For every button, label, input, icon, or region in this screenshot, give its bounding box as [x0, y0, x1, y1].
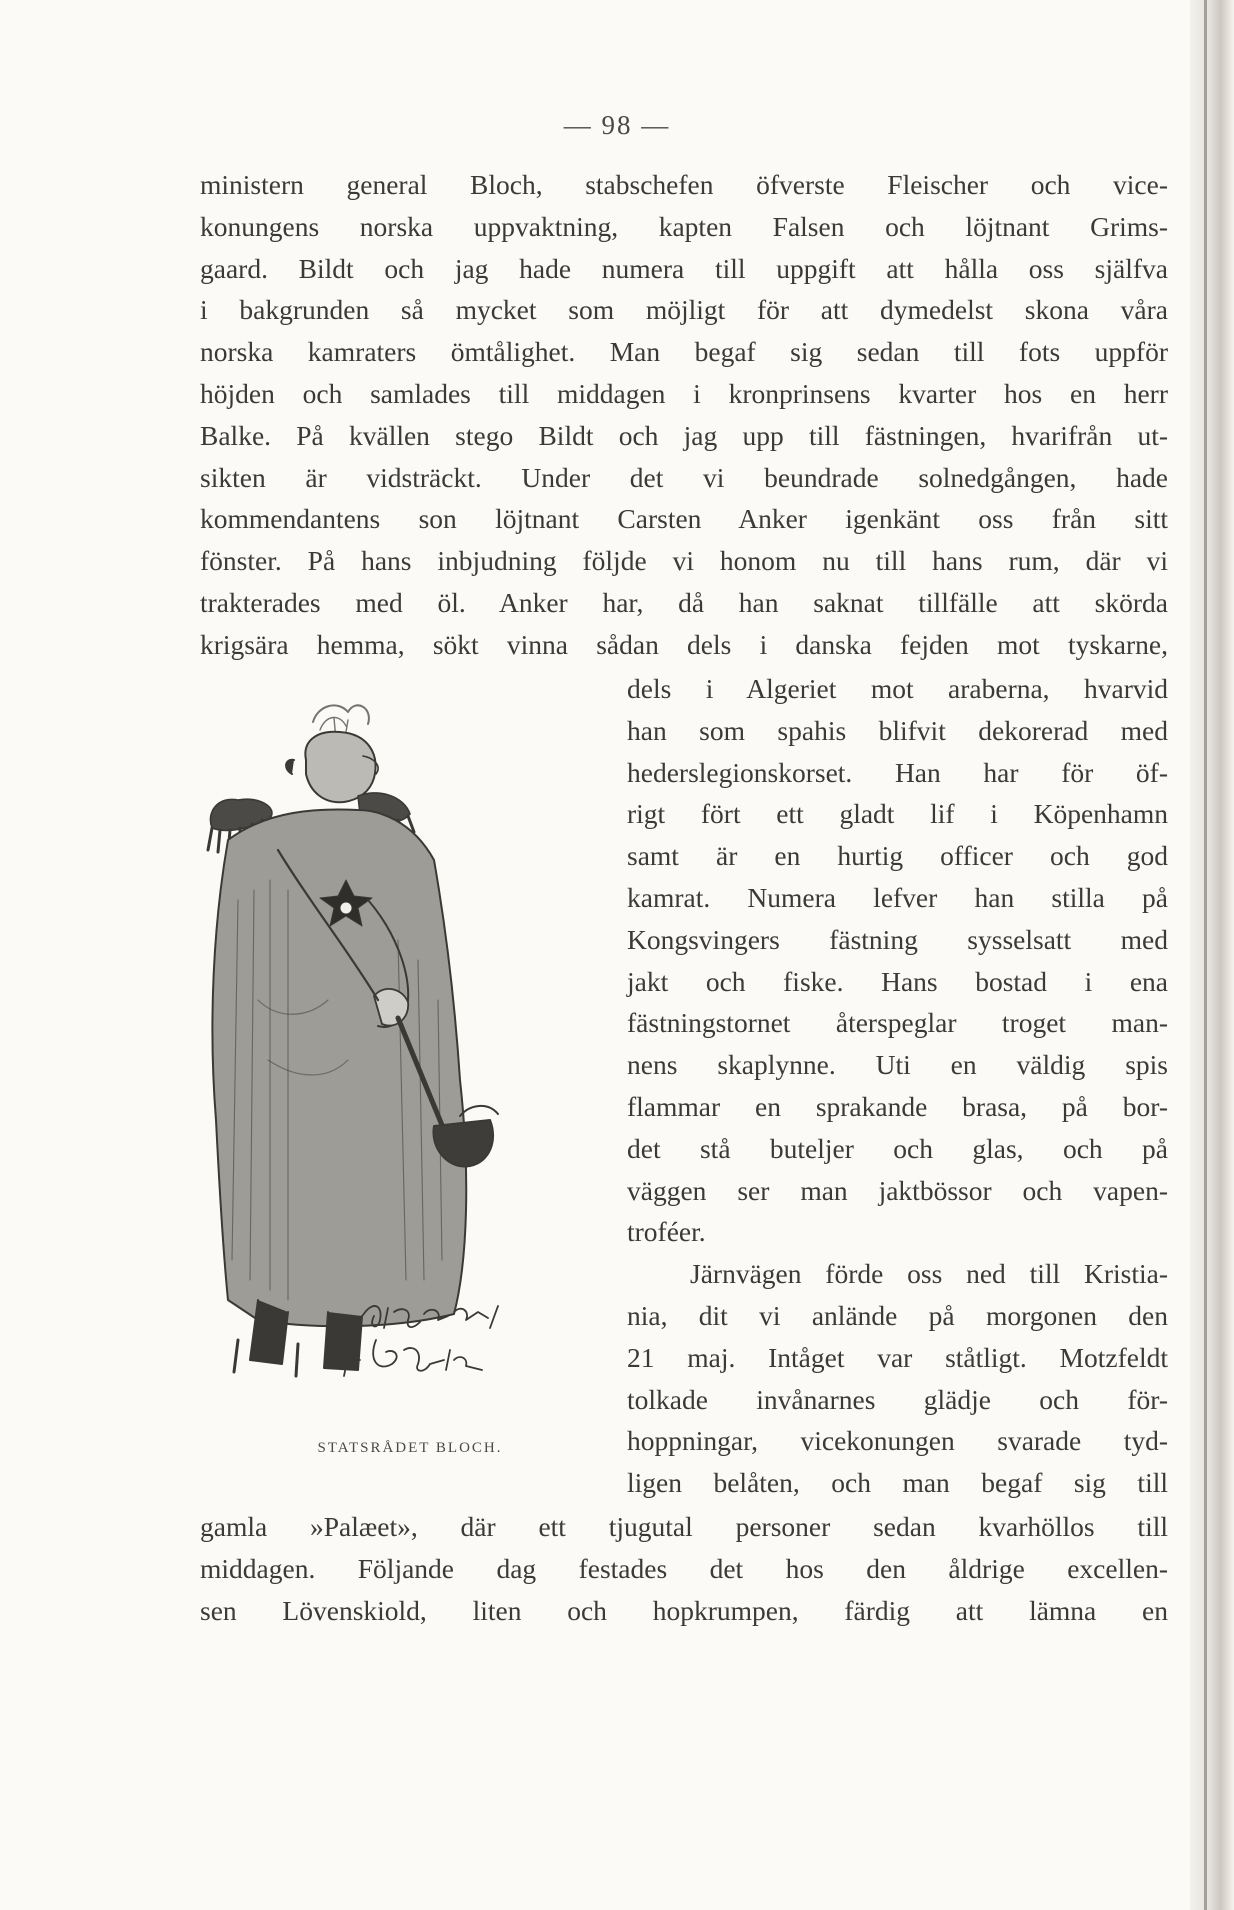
text-line: det stå buteljer och glas, och på [627, 1132, 1168, 1164]
illustration-caption: STATSRÅDET BLOCH. [317, 1440, 503, 1456]
text-line: tolkade invånarnes glädje och för- [627, 1383, 1168, 1415]
text-line: konungens norska uppvaktning, kapten Falsen och löjtnant Grims- [200, 210, 1168, 242]
text-line: hederslegionskorset. Han har för öf- [627, 756, 1168, 788]
text-line: 21 maj. Intåget var ståtligt. Motzfeldt [627, 1341, 1168, 1373]
bottom-paragraph [200, 1506, 1168, 1631]
text-line: ministern general Bloch, stabschefen öfverste Fleischer och vice- [200, 169, 1168, 200]
text-line: jakt och fiske. Hans bostad i ena [627, 965, 1168, 997]
text-line: middagen. Följande dag festades det hos den åldrige excellen- [200, 1552, 1168, 1584]
book-spine [1204, 0, 1207, 1910]
top-paragraph [200, 164, 1168, 666]
text-line: kamrat. Numera lefver han stilla på [627, 881, 1168, 913]
text-line: dels i Algeriet mot araberna, hvarvid [627, 673, 1168, 704]
text-line: fästningstornet återspeglar troget man- [627, 1007, 1168, 1039]
text-line: flammar en sprakande brasa, på bor- [627, 1090, 1168, 1122]
text-line: krigsära hemma, sökt vinna sådan dels i danska fejden mot tyskarne, [200, 628, 1168, 660]
text-line: hoppningar, vicekonungen svarade tyd- [627, 1425, 1168, 1457]
portrait-illustration [198, 700, 598, 1400]
text-line: samt är en hurtig officer och god [627, 840, 1168, 872]
text-line: sen Lövenskiold, liten och hopkrumpen, färdig att lämna en [200, 1594, 1168, 1626]
text-line: nia, dit vi anlände på morgonen den [627, 1299, 1168, 1331]
right-column-text [627, 668, 1168, 1504]
text-line: nens skaplynne. Uti en väldig spis [627, 1049, 1168, 1081]
page-number: — 98 — [563, 110, 671, 140]
text-line: han som spahis blifvit dekorerad med [627, 714, 1168, 746]
text-line: i bakgrunden så mycket som möjligt för att dymedelst skona våra [200, 294, 1168, 326]
text-line: Kongsvingers fästning sysselsatt med [627, 923, 1168, 955]
text-line: troféer. [627, 1216, 706, 1248]
text-line: trakterades med öl. Anker har, då han saknat tillfälle att skörda [200, 586, 1168, 618]
text-line: fönster. På hans inbjudning följde vi honom nu till hans rum, där vi [200, 545, 1168, 577]
text-line: gaard. Bildt och jag hade numera till uppgift att hålla oss själfva [200, 252, 1168, 284]
text-line: gamla »Palæet», där ett tjugutal personer sedan kvarhöllos till [200, 1511, 1168, 1542]
text-line: höjden och samlades till middagen i kronprinsens kvarter hos en herr [200, 377, 1168, 409]
text-line: rigt fört ett gladt lif i Köpenhamn [627, 798, 1168, 830]
text-line: Järnvägen förde oss ned till Kristia- [690, 1258, 1168, 1290]
text-line: Balke. På kvällen stego Bildt och jag upp till fästningen, hvarifrån ut- [200, 419, 1168, 451]
text-line: sikten är vidsträckt. Under det vi beundrade solnedgången, hade [200, 461, 1168, 493]
text-line: norska kamraters ömtålighet. Man begaf sig sedan till fots uppför [200, 336, 1168, 368]
text-line: ligen belåten, och man begaf sig till [627, 1467, 1168, 1499]
page-edge [1190, 0, 1234, 1910]
text-line: väggen ser man jaktbössor och vapen- [627, 1174, 1168, 1206]
text-line: kommendantens son löjtnant Carsten Anker igenkänt oss från sitt [200, 503, 1168, 535]
